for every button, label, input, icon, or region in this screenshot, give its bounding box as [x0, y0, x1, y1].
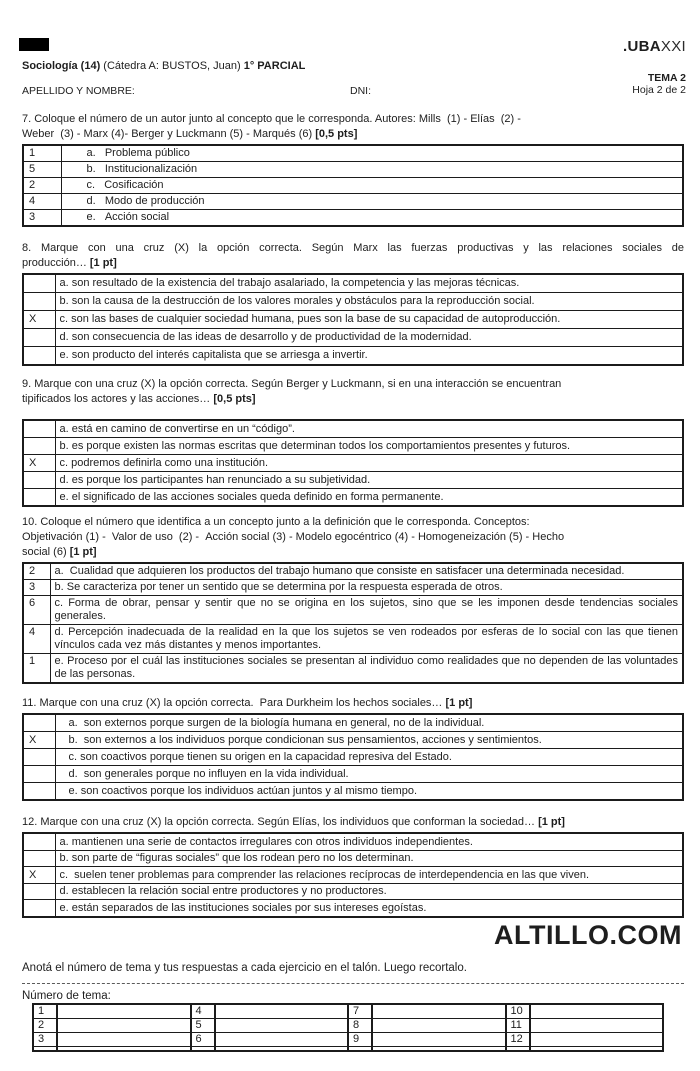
instruction-text: Anotá el número de tema y tus respuestas a cada ejercicio en el talón. Luego recortalo.: [22, 961, 467, 974]
question-7-prompt: [22, 112, 684, 142]
option-cell: e. el significado de las acciones sociales queda definido en forma permanente.: [55, 489, 683, 507]
redaction-box: [19, 38, 49, 51]
answer-mark-cell: [23, 714, 55, 732]
table-row: [23, 783, 683, 801]
question-7-table: [22, 144, 684, 227]
grid-answer-cell: [372, 1032, 506, 1046]
grid-answer-cell: [372, 1018, 506, 1032]
answer-mark-cell: 4: [23, 625, 50, 654]
table-row: [23, 580, 683, 596]
grid-number-cell: 3: [33, 1032, 57, 1046]
question-12-prompt: [22, 815, 684, 830]
grid-number-cell: [191, 1046, 215, 1051]
grid-answer-cell: [57, 1046, 191, 1051]
table-row: [23, 438, 683, 455]
answer-mark-cell: [23, 347, 55, 366]
table-row: [23, 833, 683, 850]
question-8: [22, 241, 684, 366]
option-cell: b. Institucionalización: [61, 162, 683, 178]
grid-answer-cell: [372, 1004, 506, 1019]
course-title: [22, 60, 305, 72]
answer-mark-cell: [23, 438, 55, 455]
option-cell: d. es porque los participantes han renunciado a su subjetividad.: [55, 472, 683, 489]
answer-mark-cell: X: [23, 455, 55, 472]
question-8-prompt: [22, 241, 684, 271]
question-7: [22, 112, 684, 227]
table-row: [33, 1032, 663, 1046]
answer-mark-cell: 5: [23, 162, 61, 178]
table-row: [23, 455, 683, 472]
table-row: [23, 563, 683, 580]
grid-number-cell: 5: [191, 1018, 215, 1032]
grid-answer-cell: [530, 1004, 664, 1019]
table-row: [23, 145, 683, 162]
answer-mark-cell: [23, 420, 55, 438]
prompt-line: 7. Coloque el número de un autor junto al concepto que le corresponda. Autores: Mills (1) - Elías (2) -: [22, 113, 521, 125]
table-row: [23, 329, 683, 347]
cut-line: [22, 983, 684, 984]
grid-answer-cell: [530, 1018, 664, 1032]
option-cell: d. Modo de producción: [61, 194, 683, 210]
grid-number-cell: 10: [506, 1004, 530, 1019]
prompt-line: 10. Coloque el número que identifica a un concepto junto a la definición que le corresponda. Conceptos:: [22, 516, 530, 528]
answer-mark-cell: [23, 274, 55, 293]
option-cell: a. son externos porque surgen de la biología humana en general, no de la individual.: [55, 714, 683, 732]
answer-mark-cell: 1: [23, 654, 50, 684]
answer-mark-cell: [23, 293, 55, 311]
question-10: [22, 515, 684, 684]
option-cell: c. Cosificación: [61, 178, 683, 194]
answer-mark-cell: X: [23, 867, 55, 884]
option-cell: a. mantienen una serie de contactos irregulares con otros individuos independientes.: [55, 833, 683, 850]
answer-mark-cell: 3: [23, 580, 50, 596]
option-cell: a. está en camino de convertirse en un “código”.: [55, 420, 683, 438]
grid-answer-cell: [215, 1018, 349, 1032]
grid-number-cell: 11: [506, 1018, 530, 1032]
table-row: [23, 347, 683, 366]
uba-xxi-logo: [623, 38, 686, 55]
altillo-watermark: ALTILLO.COM: [494, 919, 682, 950]
student-name-label: APELLIDO Y NOMBRE:: [22, 85, 135, 97]
question-12-table: [22, 832, 684, 918]
table-row: [23, 596, 683, 625]
option-cell: b. es porque existen las normas escritas que determinan todos los comportamientos presentes y futuros.: [55, 438, 683, 455]
prompt-line: 8. Marque con una cruz (X) la opción correcta. Según Marx las fuerzas productivas y las relaciones sociales de: [22, 242, 684, 254]
grid-number-cell: 12: [506, 1032, 530, 1046]
answer-mark-cell: [23, 749, 55, 766]
grid-number-cell: [33, 1046, 57, 1051]
answer-mark-cell: 6: [23, 596, 50, 625]
course-name: Sociología (14): [22, 60, 101, 72]
grid-number-cell: 4: [191, 1004, 215, 1019]
answer-mark-cell: X: [23, 732, 55, 749]
option-cell: c. Forma de obrar, pensar y sentir que no se origina en los sujetos, sino que se les imponen desde tendencias sociales generales.: [50, 596, 683, 625]
tema-label: TEMA 2: [647, 72, 686, 84]
grid-answer-cell: [530, 1032, 664, 1046]
answer-grid: [32, 1003, 664, 1053]
answer-mark-cell: 3: [23, 210, 61, 227]
prompt-line: 9. Marque con una cruz (X) la opción correcta. Según Berger y Luckmann, si en una interacción se encuentran: [22, 378, 562, 390]
grid-number-cell: 9: [348, 1032, 372, 1046]
logo-uba-text: .UBA: [623, 38, 661, 55]
answer-mark-cell: [23, 766, 55, 783]
table-row: [23, 194, 683, 210]
grid-answer-cell: [372, 1046, 506, 1051]
prompt-line: Objetivación (1) - Valor de uso (2) - Acción social (3) - Modelo egocéntrico (4) - Homogeneización (5) - Hecho: [22, 531, 565, 543]
option-cell: a. Problema público: [61, 145, 683, 162]
points-label: [1 pt]: [445, 697, 473, 709]
question-8-table: [22, 273, 684, 366]
question-9: [22, 377, 684, 507]
question-9-prompt: [22, 377, 684, 407]
dni-label: DNI:: [350, 85, 371, 97]
prompt-line: tipificados los actores y las acciones…: [22, 393, 214, 405]
prompt-line: 12. Marque con una cruz (X) la opción correcta. Según Elías, los individuos que conforman la sociedad…: [22, 816, 539, 828]
prompt-line: Weber (3) - Marx (4)- Berger y Luckmann (5) - Marqués (6): [22, 128, 316, 140]
table-row: [23, 274, 683, 293]
option-cell: d. son consecuencia de las ideas de desarrollo y de productividad de la modernidad.: [55, 329, 683, 347]
answer-mark-cell: [23, 900, 55, 917]
grid-answer-cell: [57, 1004, 191, 1019]
table-row: [23, 210, 683, 227]
option-cell: e. son coactivos porque los individuos actúan juntos y al mismo tiempo.: [55, 783, 683, 801]
table-row: [23, 749, 683, 766]
option-cell: e. Acción social: [61, 210, 683, 227]
cut-off-row: [33, 1046, 663, 1051]
answer-mark-cell: 4: [23, 194, 61, 210]
answer-mark-cell: 2: [23, 563, 50, 580]
option-cell: a. Cualidad que adquieren los productos del trabajo humano que consiste en satisfacer una determinada necesidad.: [50, 563, 683, 580]
table-row: [23, 293, 683, 311]
table-row: [23, 766, 683, 783]
answer-mark-cell: [23, 833, 55, 850]
table-row: [23, 162, 683, 178]
question-10-table: [22, 562, 684, 684]
grid-answer-cell: [215, 1046, 349, 1051]
table-row: [33, 1004, 663, 1019]
grid-number-cell: 1: [33, 1004, 57, 1019]
table-row: [23, 472, 683, 489]
table-row: [23, 850, 683, 867]
page-indicator: Hoja 2 de 2: [632, 84, 686, 96]
answer-mark-cell: X: [23, 311, 55, 329]
course-chair: (Cátedra A: BUSTOS, Juan): [100, 60, 244, 72]
answer-mark-cell: [23, 883, 55, 900]
option-cell: c. son coactivos porque tienen su origen en la capacidad represiva del Estado.: [55, 749, 683, 766]
question-10-prompt: [22, 515, 684, 560]
grid-number-cell: [506, 1046, 530, 1051]
option-cell: a. son resultado de la existencia del trabajo asalariado, la competencia y las mejoras técnicas.: [55, 274, 683, 293]
logo-xxi-text: XXI: [660, 38, 686, 55]
question-9-table: [22, 419, 684, 507]
prompt-line: producción…: [22, 257, 90, 269]
table-row: [23, 900, 683, 917]
option-cell: d. establecen la relación social entre productores y no productores.: [55, 883, 683, 900]
option-cell: b. son la causa de la destrucción de los valores morales y obstáculos para la reproducción social.: [55, 293, 683, 311]
answer-mark-cell: 1: [23, 145, 61, 162]
grid-answer-cell: [215, 1004, 349, 1019]
table-row: [33, 1018, 663, 1032]
table-row: [23, 883, 683, 900]
grid-answer-cell: [57, 1018, 191, 1032]
exam-type: 1° PARCIAL: [243, 60, 306, 72]
grid-number-cell: 7: [348, 1004, 372, 1019]
answer-mark-cell: [23, 850, 55, 867]
points-label: [1 pt]: [69, 546, 97, 558]
table-row: [23, 311, 683, 329]
table-row: [23, 178, 683, 194]
answer-mark-cell: [23, 329, 55, 347]
option-cell: d. Percepción inadecuada de la realidad en la que los sujetos se ven rodeados por esferas de lo social con las que tienen vínculos cada vez más distantes y menos importantes.: [50, 625, 683, 654]
grid-number-cell: 8: [348, 1018, 372, 1032]
grid-number-cell: 6: [191, 1032, 215, 1046]
table-row: [23, 489, 683, 507]
grid-number-cell: 2: [33, 1018, 57, 1032]
question-11: [22, 696, 684, 801]
exam-header: [22, 0, 684, 103]
points-label: [1 pt]: [538, 816, 565, 828]
option-cell: e. Proceso por el cuál las instituciones sociales se presentan al individuo como realidades que no dependen de las voluntades de las personas.: [50, 654, 683, 684]
table-row: [23, 654, 683, 684]
grid-answer-cell: [57, 1032, 191, 1046]
option-cell: b. son externos a los individuos porque condicionan sus pensamientos, acciones y sentimientos.: [55, 732, 683, 749]
table-row: [23, 625, 683, 654]
table-row: [23, 867, 683, 884]
option-cell: c. suelen tener problemas para comprender las relaciones recíprocas de interdependencia en las que viven.: [55, 867, 683, 884]
points-label: [0,5 pts]: [315, 128, 358, 140]
table-row: [23, 732, 683, 749]
grid-answer-cell: [215, 1032, 349, 1046]
option-cell: d. son generales porque no influyen en la vida individual.: [55, 766, 683, 783]
option-cell: c. son las bases de cualquier sociedad humana, pues son la base de su capacidad de autoproducción.: [55, 311, 683, 329]
answer-mark-cell: [23, 489, 55, 507]
option-cell: c. podremos definirla como una institución.: [55, 455, 683, 472]
option-cell: e. están separados de las instituciones sociales por sus intereses egoístas.: [55, 900, 683, 917]
prompt-line: social (6): [22, 546, 70, 558]
table-row: [23, 420, 683, 438]
question-12: [22, 815, 684, 918]
points-label: [1 pt]: [89, 257, 117, 269]
question-11-prompt: [22, 696, 684, 711]
option-cell: e. son producto del interés capitalista que se arriesga a invertir.: [55, 347, 683, 366]
answer-mark-cell: 2: [23, 178, 61, 194]
answer-mark-cell: [23, 472, 55, 489]
grid-number-cell: [348, 1046, 372, 1051]
answer-mark-cell: [23, 783, 55, 801]
option-cell: b. son parte de “figuras sociales” que los rodean pero no los determinan.: [55, 850, 683, 867]
option-cell: b. Se caracteriza por tener un sentido que se determina por la respuesta esperada de otros.: [50, 580, 683, 596]
points-label: [0,5 pts]: [213, 393, 256, 405]
table-row: [23, 714, 683, 732]
question-11-table: [22, 713, 684, 801]
tema-number-label: Número de tema:: [22, 989, 111, 1002]
prompt-line: 11. Marque con una cruz (X) la opción correcta. Para Durkheim los hechos sociales…: [22, 697, 446, 709]
grid-answer-cell: [530, 1046, 664, 1051]
